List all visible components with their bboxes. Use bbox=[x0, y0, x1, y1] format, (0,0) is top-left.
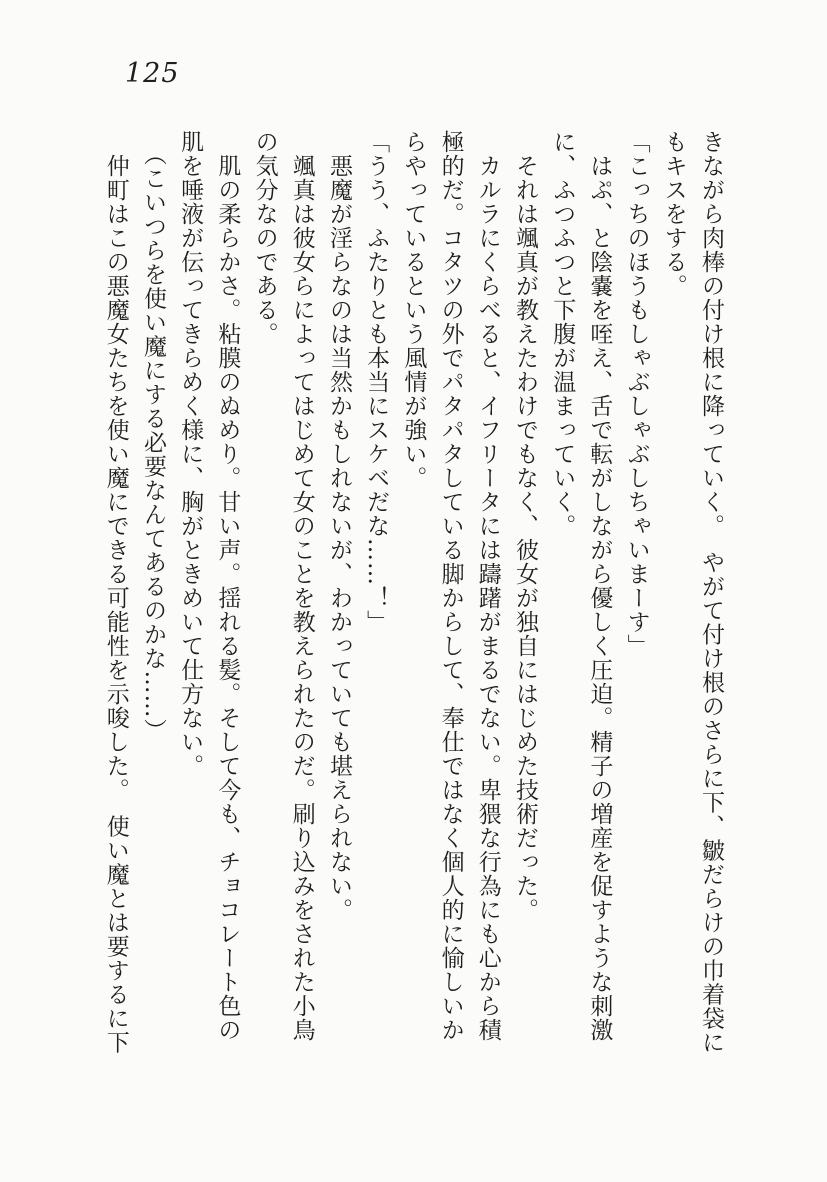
text-line-13: の気分なのである。 bbox=[251, 130, 278, 346]
text-line-10: 「うう、ふたりとも本当にスケベだな……！」 bbox=[363, 130, 390, 634]
vertical-text-block bbox=[96, 130, 729, 1070]
text-line-02: もキスをする。 bbox=[660, 130, 687, 298]
text-line-12: 颯真は彼女らによってはじめて女のことを教えられたのだ。刷り込みをされた小鳥 bbox=[288, 130, 315, 1042]
text-line-01: きながら肉棒の付け根に降っていく。 やがて付け根のさらに下、皺だらけの巾着袋に bbox=[698, 130, 724, 1055]
text-line-06: それは颯真が教えたわけでもなく、彼女が独自にはじめた技術だった。 bbox=[511, 130, 538, 922]
text-line-11: 悪魔が淫らなのは当然かもしれないが、わかっていても堪えられない。 bbox=[325, 130, 352, 922]
text-line-15: 肌を唾液が伝ってきらめく様に、胸がときめいて仕方ない。 bbox=[177, 130, 204, 778]
text-line-17: 仲町はこの悪魔女たちを使い魔にできる可能性を示唆した。 使い魔とは要するに下 bbox=[102, 130, 129, 1055]
text-line-04: はぷ、と陰嚢を咥え、舌で転がしながら優しく圧迫。精子の増産を促すような刺激 bbox=[586, 130, 613, 1042]
text-line-16: （こいつらを使い魔にする必要なんてあるのかな……） bbox=[139, 130, 166, 743]
text-line-09: らやっているという風情が強い。 bbox=[400, 130, 427, 490]
text-line-14: 肌の柔らかさ。粘膜のぬめり。甘い声。揺れる髪。そして今も、チョコレート色の bbox=[214, 130, 241, 1042]
text-line-08: 極的だ。コタツの外でパタパタしている脚からして、奉仕ではなく個人的に愉しいか bbox=[437, 130, 464, 1042]
page-number: 125 bbox=[125, 58, 180, 89]
text-line-03: 「こっちのほうもしゃぶしゃぶしちゃいまーす」 bbox=[623, 130, 650, 658]
text-line-05: に、ふつふつと下腹が温まっていく。 bbox=[549, 130, 576, 538]
text-line-07: カルラにくらべると、イフリータには躊躇がまるでない。卑猥な行為にも心から積 bbox=[474, 130, 501, 1042]
